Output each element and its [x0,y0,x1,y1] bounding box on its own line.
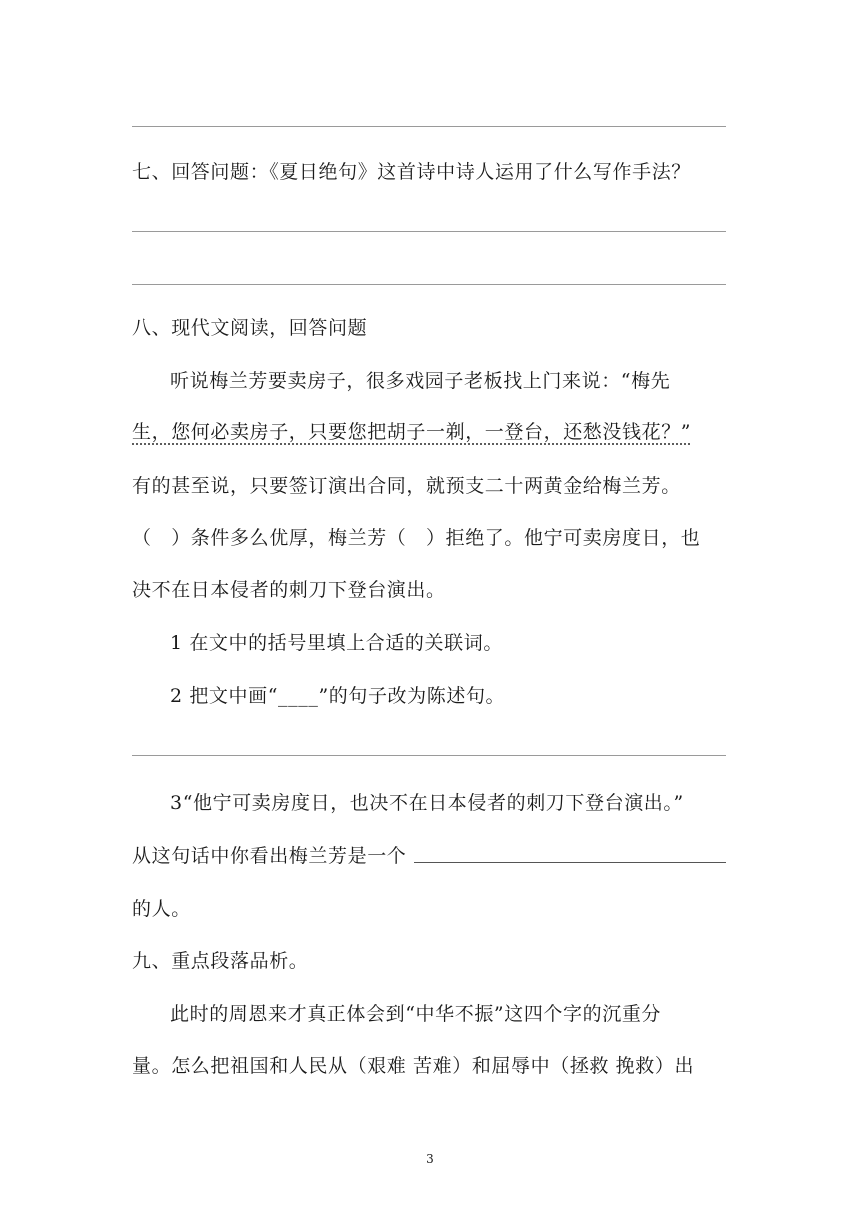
passage-line: 此时的周恩来才真正体会到“中华不振”这四个字的沉重分 [170,1003,662,1025]
fill-in-blank[interactable] [414,862,726,863]
passage-line: 量。怎么把祖国和人民从（艰难 苦难）和屈辱中（拯救 挽救）出 [132,1055,695,1077]
page-number: 3 [426,1152,434,1166]
passage-line: 有的甚至说，只要签订演出合同，就预支二十两黄金给梅兰芳。 [132,475,681,497]
sub-question-1: 1 在文中的括号里填上合适的关联词。 [170,632,503,654]
answer-line [132,284,726,285]
question-8-heading: 八、现代文阅读，回答问题 [132,317,368,339]
question-9-heading: 九、重点段落品析。 [132,950,309,972]
answer-line [132,755,726,756]
passage-line: 决不在日本侵者的刺刀下登台演出。 [132,579,446,601]
answer-line [132,126,726,127]
answer-line [132,231,726,232]
passage-line: 听说梅兰芳要卖房子，很多戏园子老板找上门来说：“梅先 [170,370,671,392]
passage-line: （ ）条件多么优厚，梅兰芳（ ）拒绝了。他宁可卖房度日，也 [132,527,701,549]
sub-question-3-end: 的人。 [132,898,191,920]
sub-question-2: 2 把文中画“____”的句子改为陈述句。 [170,685,506,707]
question-7: 七、回答问题：《夏日绝句》这首诗中诗人运用了什么写作手法？ [132,161,691,183]
passage-line-underlined: 生，您何必卖房子，只要您把胡子一剃，一登台，还愁没钱花？” [132,421,692,443]
sub-question-3-prompt: 从这句话中你看出梅兰芳是一个 [132,845,407,867]
sub-question-3: 3“他宁可卖房度日，也决不在日本侵者的刺刀下登台演出。” [170,792,684,814]
